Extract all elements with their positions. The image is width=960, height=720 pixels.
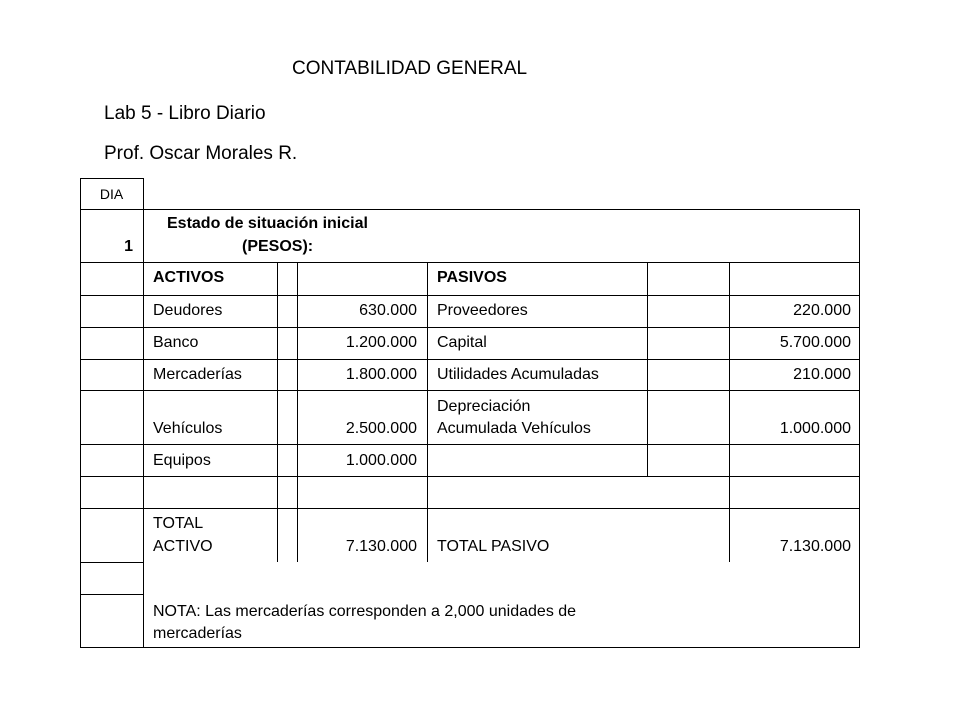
asset-label: Mercaderías bbox=[153, 366, 242, 383]
total-pasivo-label: TOTAL PASIVO bbox=[437, 538, 550, 555]
asset-value: 630.000 bbox=[359, 302, 417, 319]
dia-header: DIA bbox=[99, 186, 124, 202]
grid-line bbox=[80, 209, 860, 210]
grid-line bbox=[277, 262, 278, 562]
total-activo-label-line1: TOTAL bbox=[153, 515, 204, 532]
grid-line bbox=[80, 476, 860, 477]
liability-label: Capital bbox=[437, 334, 487, 351]
lab-subtitle: Lab 5 - Libro Diario bbox=[104, 103, 266, 124]
grid-line bbox=[427, 262, 428, 562]
note-line1: NOTA: Las mercaderías corresponden a 2,000 unidades de bbox=[153, 603, 577, 620]
grid-line bbox=[80, 647, 860, 648]
asset-value: 1.800.000 bbox=[345, 366, 417, 383]
grid-line bbox=[80, 262, 860, 263]
document-title: CONTABILIDAD GENERAL bbox=[292, 58, 528, 79]
grid-line bbox=[80, 508, 860, 509]
grid-line bbox=[80, 562, 143, 563]
asset-label: Banco bbox=[153, 334, 199, 351]
asset-label: Equipos bbox=[153, 452, 211, 469]
grid-line bbox=[143, 178, 144, 648]
asset-label: Vehículos bbox=[153, 420, 223, 437]
liability-value: 5.700.000 bbox=[779, 334, 851, 351]
grid-line bbox=[80, 327, 860, 328]
liability-label: Utilidades Acumuladas bbox=[437, 366, 599, 383]
grid-line bbox=[80, 594, 143, 595]
statement-title-line2: (PESOS): bbox=[242, 238, 314, 255]
grid-line bbox=[859, 209, 860, 648]
grid-line bbox=[80, 178, 143, 179]
grid-line bbox=[647, 262, 648, 476]
total-activo-label-line2: ACTIVO bbox=[153, 538, 213, 555]
asset-value: 1.000.000 bbox=[345, 452, 417, 469]
asset-value: 1.200.000 bbox=[345, 334, 417, 351]
liability-value: 1.000.000 bbox=[779, 420, 851, 437]
pasivos-header: PASIVOS bbox=[437, 269, 507, 286]
asset-value: 2.500.000 bbox=[345, 420, 417, 437]
professor-name: Prof. Oscar Morales R. bbox=[104, 143, 298, 164]
total-pasivo-value: 7.130.000 bbox=[779, 538, 851, 555]
liability-label-line2: Acumulada Vehículos bbox=[437, 420, 591, 437]
grid-line bbox=[80, 390, 860, 391]
grid-line bbox=[80, 444, 860, 445]
grid-line bbox=[80, 295, 860, 296]
total-activo-value: 7.130.000 bbox=[345, 538, 417, 555]
liability-label: Proveedores bbox=[437, 302, 528, 319]
statement-title-line1: Estado de situación inicial bbox=[167, 215, 368, 232]
liability-value: 210.000 bbox=[793, 366, 851, 383]
liability-label-line1: Depreciación bbox=[437, 398, 531, 415]
day-number: 1 bbox=[124, 238, 133, 255]
note-line2: mercaderías bbox=[153, 625, 242, 642]
asset-label: Deudores bbox=[153, 302, 223, 319]
liability-value: 220.000 bbox=[793, 302, 851, 319]
grid-line bbox=[80, 359, 860, 360]
activos-header: ACTIVOS bbox=[153, 269, 225, 286]
